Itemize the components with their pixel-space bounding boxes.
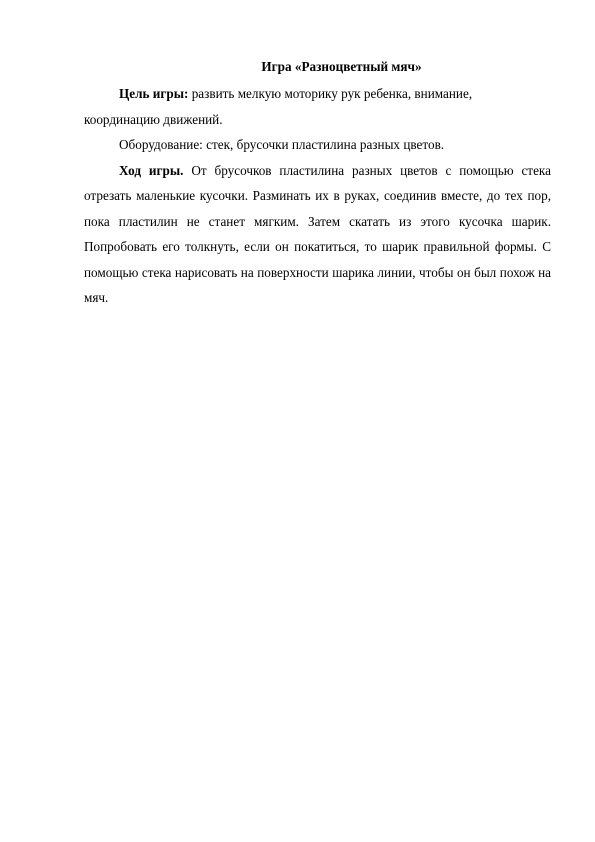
goal-label: Цель игры: xyxy=(119,86,189,101)
equipment-paragraph xyxy=(84,132,551,158)
equipment-label: Оборудование: xyxy=(119,137,203,152)
document-title: Игра «Разноцветный мяч» xyxy=(261,59,422,74)
document-body xyxy=(84,57,551,311)
procedure-paragraph xyxy=(84,158,551,311)
equipment-text: стек, брусочки пластилина разных цветов. xyxy=(202,137,445,152)
procedure-label: Ход игры. xyxy=(119,162,184,178)
goal-text: развить мелкую моторику рук ребенка, внимание, координацию движений. xyxy=(84,86,473,127)
procedure-text: От брусочков пластилина разных цветов с помощью стека отрезать маленькие кусочки. Разминать их в руках, соединив вместе, до тех пор, пока пластилин не станет мягким. Затем скатать из этого кусочка шарик. Попробовать его толкнуть, если он покатиться, то шарик правильной формы. С помощью стека нарисовать на поверхности шарика линии, чтобы он был похож на мяч. xyxy=(84,162,551,305)
goal-paragraph xyxy=(84,81,504,132)
